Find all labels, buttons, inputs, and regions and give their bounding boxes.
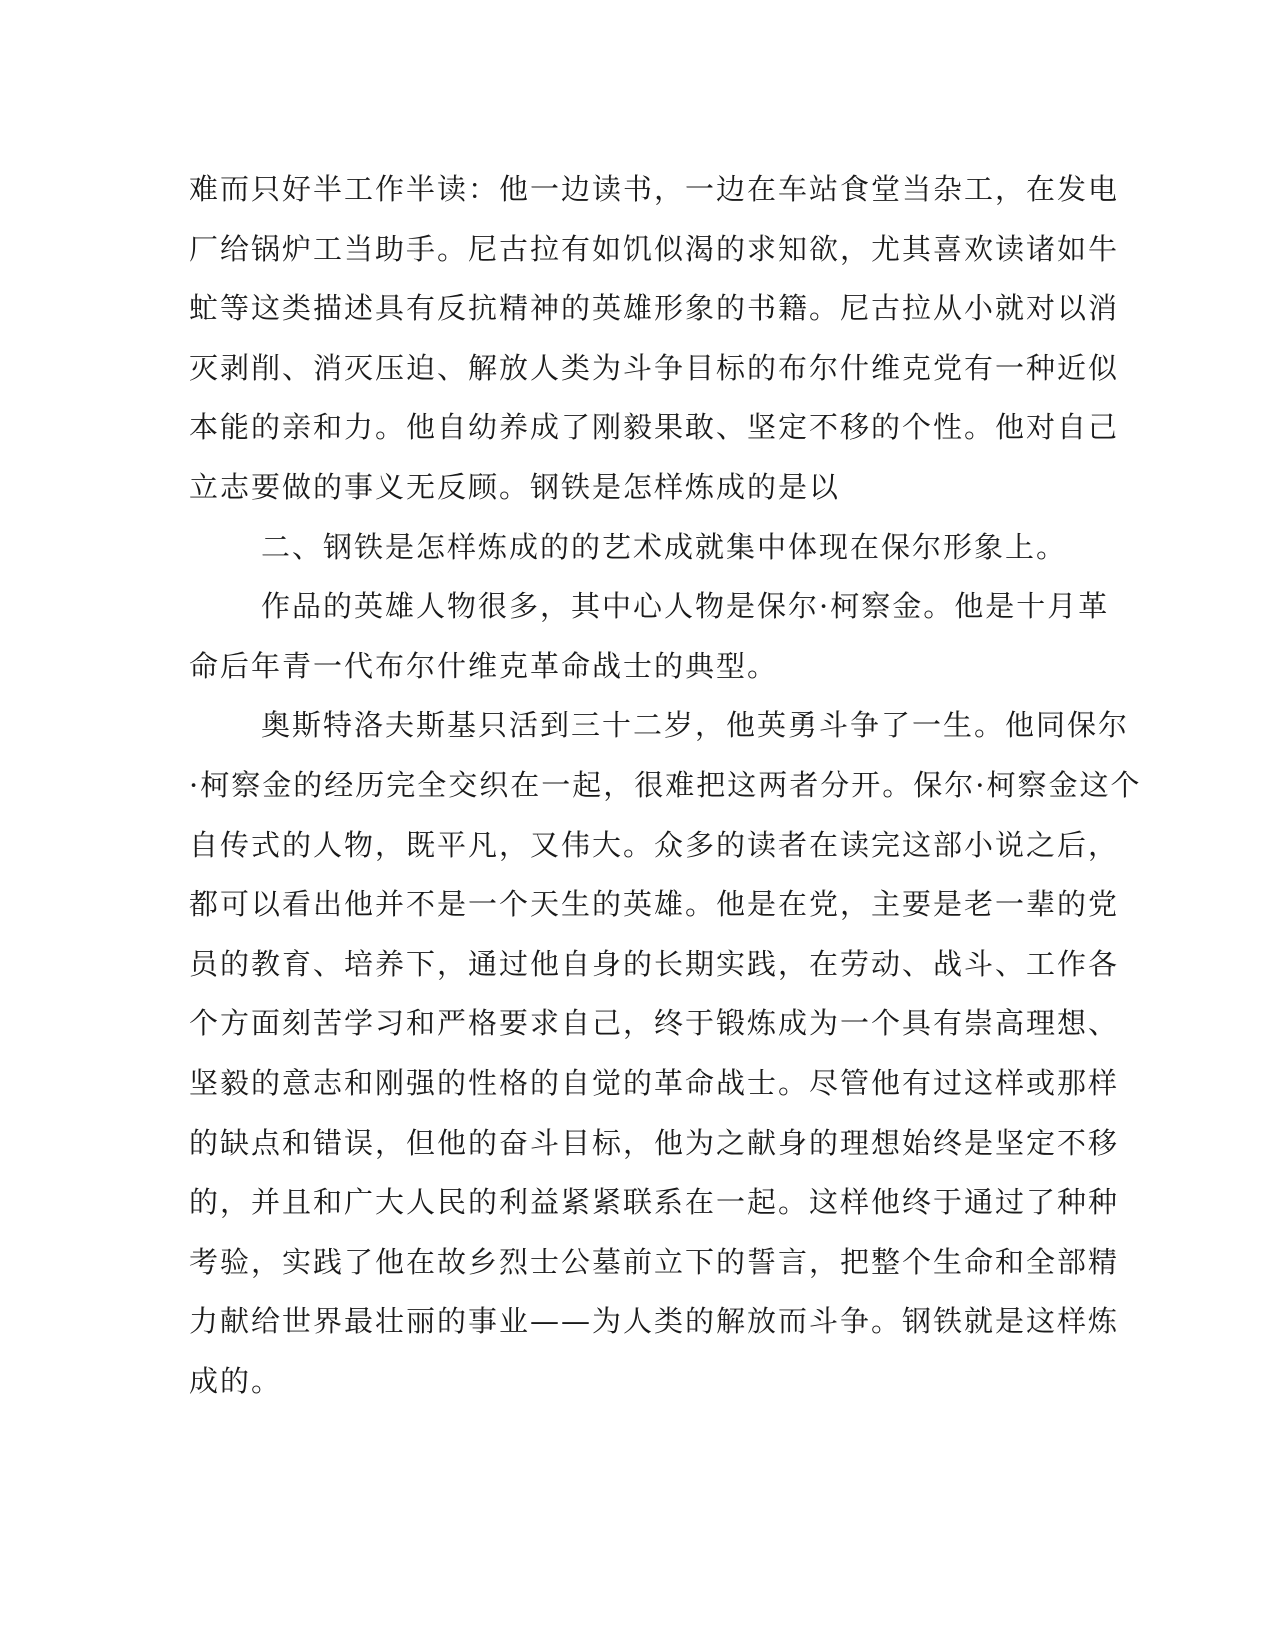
text-line: 的缺点和错误，但他的奋斗目标，他为之献身的理想始终是坚定不移 [189,1125,1120,1160]
text-line: 的，并且和广大人民的利益紧紧联系在一起。这样他终于通过了种种 [189,1185,1120,1220]
text-line: 成的。 [189,1363,283,1398]
text-line: ·柯察金的经历完全交织在一起，很难把这两者分开。保尔·柯察金这个 [189,767,1142,802]
text-line: 作品的英雄人物很多，其中心人物是保尔·柯察金。他是十月革 [261,589,1110,624]
text-line: 都可以看出他并不是一个天生的英雄。他是在党，主要是老一辈的党 [189,887,1120,922]
text-line: 立志要做的事义无反顾。钢铁是怎样炼成的是以 [189,469,841,504]
text-line: 灭剥削、消灭压迫、解放人类为斗争目标的布尔什维克党有一种近似 [189,350,1120,385]
text-line: 奥斯特洛夫斯基只活到三十二岁，他英勇斗争了一生。他同保尔 [261,708,1130,743]
text-line: 考验，实践了他在故乡烈士公墓前立下的誓言，把整个生命和全部精 [189,1244,1120,1279]
text-line: 本能的亲和力。他自幼养成了刚毅果敢、坚定不移的个性。他对自己 [189,410,1120,445]
text-line: 力献给世界最壮丽的事业——为人类的解放而斗争。钢铁就是这样炼 [189,1304,1120,1339]
text-line: 坚毅的意志和刚强的性格的自觉的革命战士。尽管他有过这样或那样 [189,1065,1120,1100]
document-body [189,160,1142,1411]
text-line: 厂给锅炉工当助手。尼古拉有如饥似渴的求知欲，尤其喜欢读诸如牛 [189,231,1120,266]
text-line: 难而只好半工作半读：他一边读书，一边在车站食堂当杂工，在发电 [189,172,1120,206]
section-heading: 二、钢铁是怎样炼成的的艺术成就集中体现在保尔形象上。 [261,529,1068,564]
text-line: 个方面刻苦学习和严格要求自己，终于锻炼成为一个具有崇高理想、 [189,1006,1120,1041]
text-line: 员的教育、培养下，通过他自身的长期实践，在劳动、战斗、工作各 [189,946,1120,981]
text-line: 自传式的人物，既平凡，又伟大。众多的读者在读完这部小说之后， [189,827,1120,862]
text-line: 命后年青一代布尔什维克革命战士的典型。 [189,648,779,683]
text-line: 虻等这类描述具有反抗精神的英雄形象的书籍。尼古拉从小就对以消 [189,291,1120,326]
